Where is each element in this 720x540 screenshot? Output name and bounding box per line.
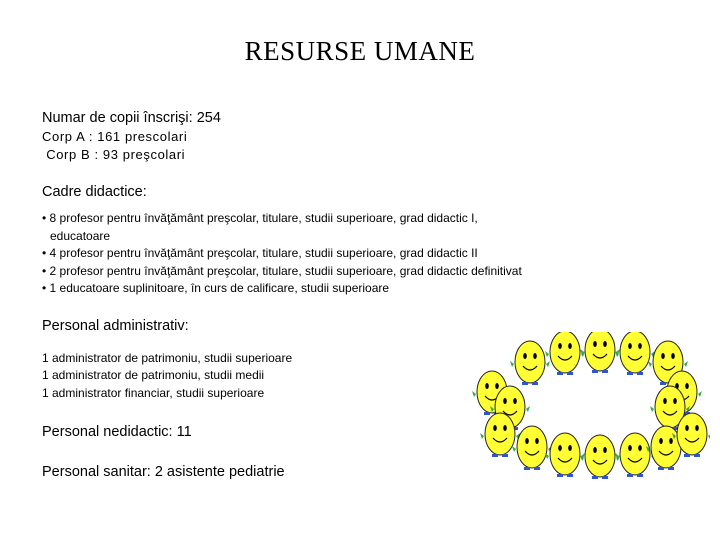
medical-staff: Personal sanitar: 2 asistente pediatrie [42,464,285,480]
list-item: • 8 profesor pentru învăţământ preşcolar, titulare, studii superioare, grad didactic I, educatoare [42,211,478,243]
smiley-figure [545,332,585,375]
smiley-figure [615,332,655,375]
list-item: • 1 educatoare suplinitoare, în curs de calificare, studii superioare [42,281,390,295]
corp-a-count: Corp A : 161 prescolari [42,129,188,144]
smiley-figure [545,433,585,477]
smiley-ring-illustration [470,332,710,482]
admin-heading: Personal administrativ: [42,317,189,334]
children-count: Numar de copii înscrişi: 254 [42,110,221,126]
teaching-heading: Cadre didactice: [42,184,147,200]
teaching-list [42,210,602,298]
corp-b-count: Corp B : 93 preşcolari [42,147,186,162]
smiley-figure [510,341,550,385]
list-item: • 2 profesor pentru învăţământ preşcolar, titulare, studii superioare, grad didactic definitivat [42,263,522,278]
page-title: RESURSE UMANE [244,36,476,66]
non-teaching-staff: Personal nedidactic: 11 [42,424,192,440]
smiley-figure [512,426,552,470]
list-item: • 4 profesor pentru învăţământ preşcolar, titulare, studii superioare, grad didactic II [42,246,478,260]
smiley-figure [615,433,655,477]
list-item: 1 administrator de patrimoniu, studii superioare [42,350,293,365]
list-item: 1 administrator financiar, studii superioare [42,385,265,400]
smiley-figure [580,332,620,373]
list-item: 1 administrator de patrimoniu, studii medii [42,368,265,382]
smiley-figure [580,435,620,479]
